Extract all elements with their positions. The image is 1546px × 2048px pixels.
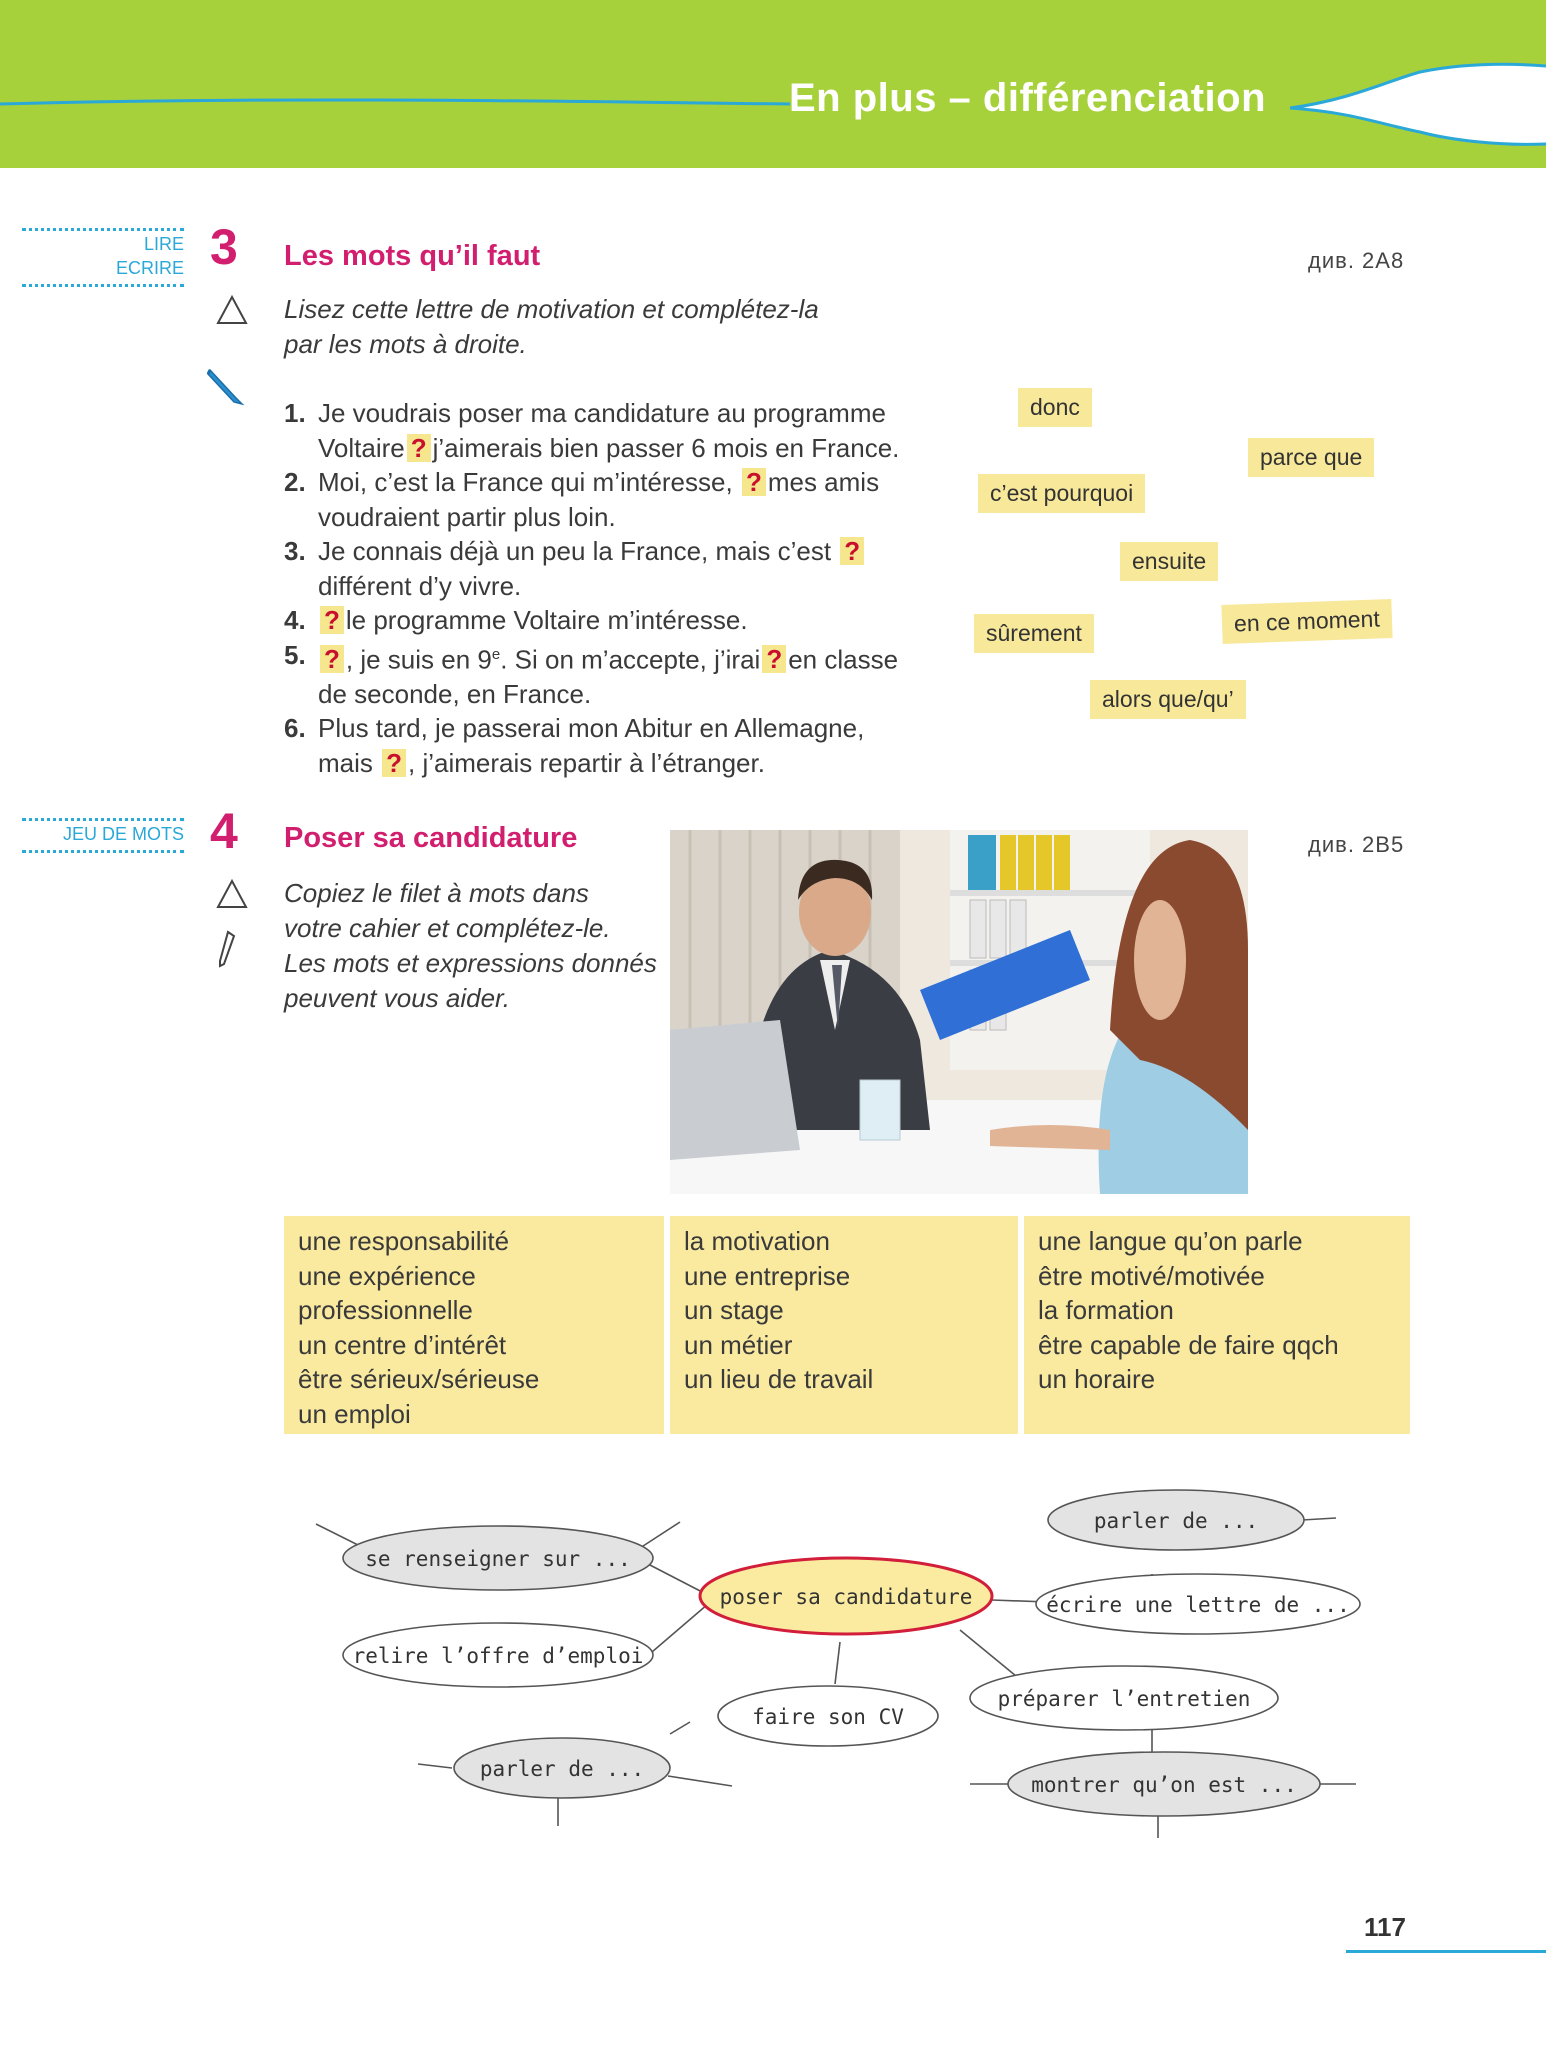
word-chip: parce que bbox=[1248, 438, 1374, 477]
gap-marker: ? bbox=[840, 537, 864, 565]
mind-map-node-label: se renseigner sur ... bbox=[365, 1547, 631, 1571]
word-chip: ensuite bbox=[1120, 542, 1218, 581]
mind-map-node-label: montrer qu’on est ... bbox=[1031, 1773, 1297, 1797]
word-chip: donc bbox=[1018, 388, 1092, 427]
banner-title: En plus – différenciation bbox=[788, 76, 1266, 120]
gap-marker: ? bbox=[742, 468, 766, 496]
page-number: 117 bbox=[1364, 1912, 1406, 1942]
tag-lire: LIRE bbox=[143, 234, 184, 254]
word-entry: être capable de faire qqch bbox=[1038, 1329, 1339, 1360]
tag-ecrire: ECRIRE bbox=[115, 258, 184, 278]
skill-tag-jeu-de-mots: JEU DE MOTS bbox=[62, 824, 184, 844]
instruction-line: Les mots et expressions donnés bbox=[284, 948, 657, 978]
instruction-line: peuvent vous aider. bbox=[284, 983, 510, 1013]
word-entry: une expérience bbox=[298, 1260, 476, 1291]
mind-map-node-label: parler de ... bbox=[479, 1757, 645, 1781]
word-entry: un centre d’intérêt bbox=[298, 1329, 507, 1360]
mind-map-center-label: poser sa candidature bbox=[719, 1585, 973, 1609]
mind-map-node-label: écrire une lettre de ... bbox=[1046, 1593, 1350, 1617]
gap-marker: ? bbox=[382, 749, 406, 777]
word-entry: une langue qu’on parle bbox=[1038, 1226, 1303, 1256]
gap-marker: ? bbox=[320, 645, 344, 673]
instruction-line: votre cahier et complétez-le. bbox=[284, 913, 611, 943]
gap-marker: ? bbox=[762, 645, 786, 673]
list-item: 1. Je voudrais poser ma candidature au programme Voltaire ? j’aimerais bien passer 6 mois en France. bbox=[284, 398, 900, 463]
word-entry: être sérieux/sérieuse bbox=[298, 1364, 540, 1394]
word-entry: un emploi bbox=[298, 1398, 411, 1429]
instruction-line: Lisez cette lettre de motivation et complétez-la bbox=[284, 294, 819, 324]
gap-marker: ? bbox=[320, 606, 344, 634]
word-chip: alors que/qu’ bbox=[1090, 680, 1246, 719]
exercise-title: Poser sa candidature bbox=[284, 822, 578, 854]
word-entry: professionnelle bbox=[298, 1295, 473, 1325]
mind-map-node-label: parler de ... bbox=[1093, 1509, 1259, 1533]
word-chip: c’est pourquoi bbox=[978, 474, 1145, 513]
list-item: 4. ? le programme Voltaire m’intéresse. bbox=[284, 605, 748, 635]
mind-map-node-label: faire son CV bbox=[752, 1705, 904, 1729]
exercise-number: 4 bbox=[210, 803, 238, 859]
instruction-line: Copiez le filet à mots dans bbox=[284, 878, 589, 908]
exercise-reference: див. 2B5 bbox=[1308, 832, 1405, 857]
word-entry: un stage bbox=[684, 1295, 784, 1325]
exercise-title: Les mots qu’il faut bbox=[284, 240, 541, 272]
exercise-number: 3 bbox=[210, 219, 238, 275]
word-entry: être motivé/motivée bbox=[1038, 1260, 1265, 1291]
word-entry: une entreprise bbox=[684, 1260, 851, 1291]
word-entry: la motivation bbox=[684, 1226, 830, 1256]
list-item: 2. Moi, c’est la France qui m’intéresse, ? mes amis voudraient partir plus loin. bbox=[284, 467, 880, 532]
word-entry: un lieu de travail bbox=[684, 1364, 874, 1394]
exercise-reference: див. 2A8 bbox=[1308, 248, 1405, 273]
word-chip: en ce moment bbox=[1221, 599, 1392, 644]
gap-marker: ? bbox=[407, 434, 431, 462]
word-chip: sûrement bbox=[974, 614, 1094, 653]
mind-map-node-label: préparer l’entretien bbox=[997, 1687, 1251, 1711]
page-number-underline bbox=[1346, 1950, 1546, 1953]
word-entry: la formation bbox=[1038, 1295, 1174, 1325]
word-entry: un métier bbox=[684, 1329, 793, 1360]
instruction-line: par les mots à droite. bbox=[284, 329, 527, 359]
list-item: 3. Je connais déjà un peu la France, mais c’est ? différent d’y vivre. bbox=[284, 534, 944, 603]
list-item: 5. ? , je suis en 9e. Si on m’accepte, j’irai ? en classe de seconde, en France. bbox=[284, 639, 899, 709]
list-item: 6. Plus tard, je passerai mon Abitur en Allemagne, mais ? , j’aimerais repartir à l’étranger. bbox=[284, 713, 865, 778]
mind-map-nodes bbox=[343, 1490, 1360, 1816]
word-entry: une responsabilité bbox=[298, 1226, 510, 1256]
word-entry: un horaire bbox=[1038, 1364, 1156, 1394]
mind-map-node-label: relire l’offre d’emploi bbox=[352, 1644, 644, 1668]
